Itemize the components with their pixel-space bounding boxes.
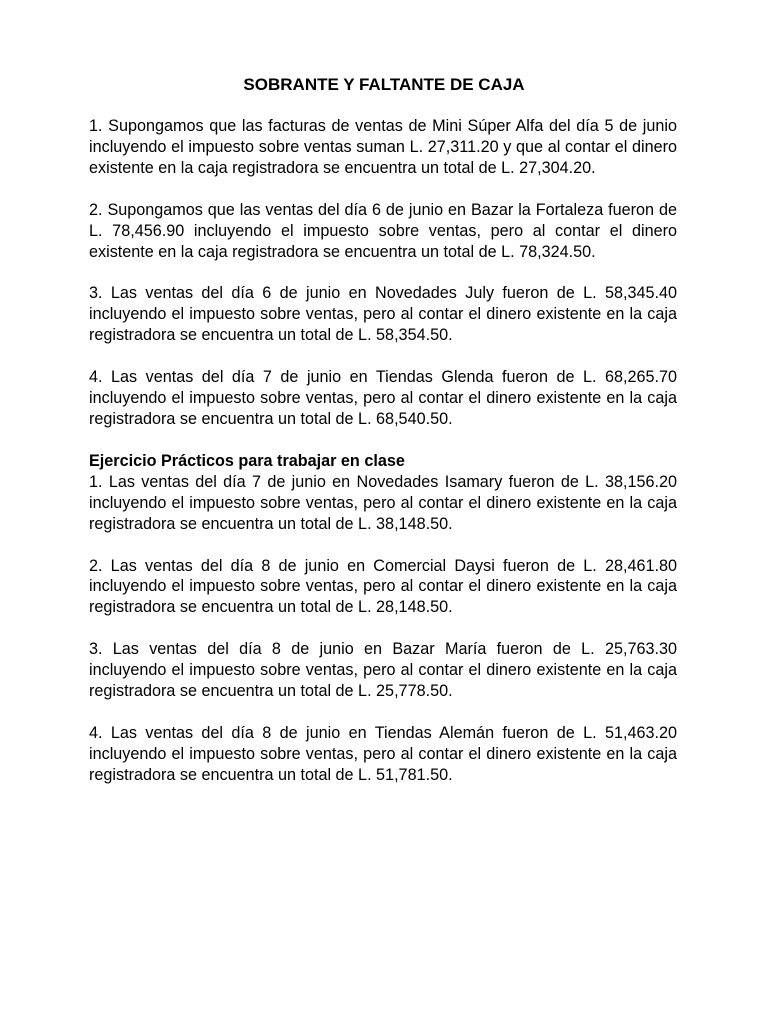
intro-item-3: 3. Las ventas del día 6 de junio en Novedades July fueron de L. 58,345.40 incluyendo el impuesto sobre ventas, pero al contar el dinero existente en la caja registradora se encuentra un total de L. 58,354.50.: [89, 284, 677, 345]
intro-item-4: 4. Las ventas del día 7 de junio en Tiendas Glenda fueron de L. 68,265.70 incluyendo el impuesto sobre ventas, pero al contar el dinero existente en la caja registradora se encuentra un total de L. 68,540.50.: [89, 368, 677, 428]
practice-item-4: 4. Las ventas del día 8 de junio en Tiendas Alemán fueron de L. 51,463.20 incluyendo el impuesto sobre ventas, pero al contar el dinero existente en la caja registradora se encuentra un total de L. 51,781.50.: [89, 723, 677, 784]
practice-heading: Ejercicio Prácticos para trabajar en clase: [89, 451, 405, 470]
practice-item-3: 3. Las ventas del día 8 de junio en Bazar María fueron de L. 25,763.30 incluyendo el impuesto sobre ventas, pero al contar el dinero existente en la caja registradora se encuentra un total de L. 25,778.50.: [89, 640, 677, 701]
document-title: SOBRANTE Y FALTANTE DE CAJA: [243, 75, 525, 94]
intro-item-2: 2. Supongamos que las ventas del día 6 de junio en Bazar la Fortaleza fueron de L. 78,456.90 incluyendo el impuesto sobre ventas, pero al contar el dinero existente en la caja registradora se encuentra un total de L. 78,324.50.: [89, 200, 677, 261]
intro-item-1: 1. Supongamos que las facturas de ventas de Mini Súper Alfa del día 5 de junio incluyendo el impuesto sobre ventas suman L. 27,311.20 y que al contar el dinero existente en la caja registradora se encuentra un total de L. 27,304.20.: [89, 117, 677, 177]
document-body: [89, 116, 677, 786]
practice-item-2: 2. Las ventas del día 8 de junio en Comercial Daysi fueron de L. 28,461.80 incluyendo el impuesto sobre ventas, pero al contar el dinero existente en la caja registradora se encuentra un total de L. 28,148.50.: [89, 556, 677, 617]
practice-item-1: 1. Las ventas del día 7 de junio en Novedades Isamary fueron de L. 38,156.20 incluyendo el impuesto sobre ventas, pero al contar el dinero existente en la caja registradora se encuentra un total de L. 38,148.50.: [89, 472, 677, 533]
